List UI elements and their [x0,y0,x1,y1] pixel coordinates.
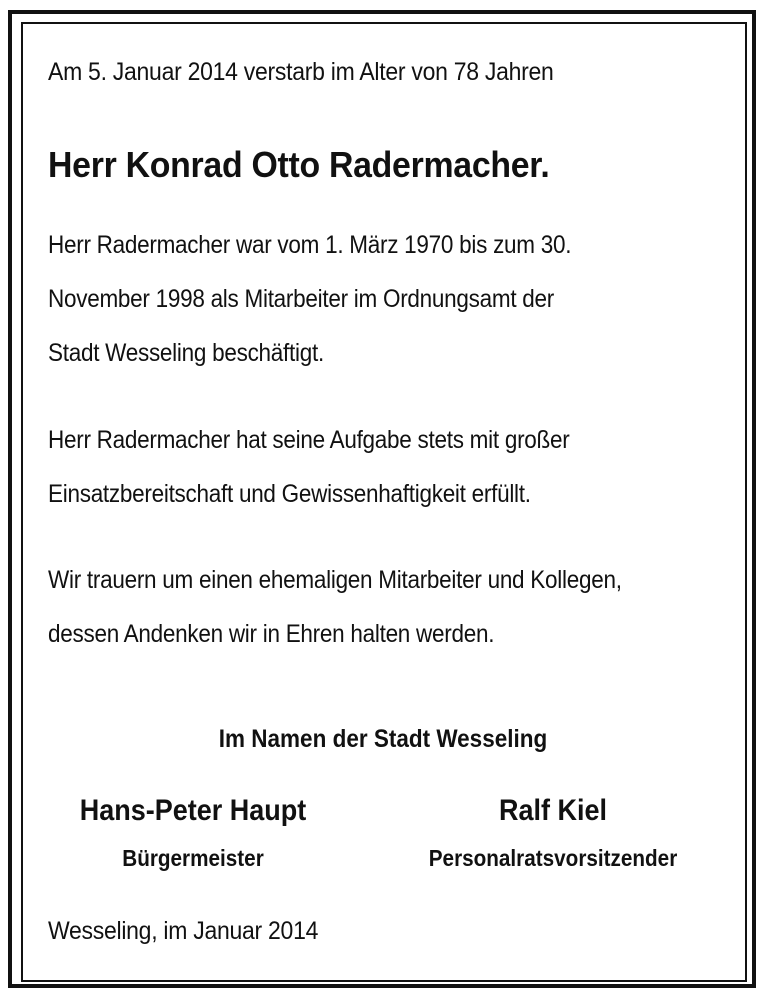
signatory-role-council: Personalratsvorsitzender [428,845,678,871]
intro-line: Am 5. Januar 2014 verstarb im Alter von 78 Jahren [48,58,554,86]
paragraph-line: dessen Andenken wir in Ehren halten werden. [48,620,495,648]
paragraph-line: Stadt Wesseling beschäftigt. [48,339,324,367]
deceased-name: Herr Konrad Otto Radermacher. [48,144,550,185]
paragraph-line: November 1998 als Mitarbeiter im Ordnungsamt der [48,285,555,313]
signatory-role-mayor: Bürgermeister [122,845,264,871]
paragraph-line: Herr Radermacher hat seine Aufgabe stets mit großer [48,426,570,454]
paragraph-line: Einsatzbereitschaft und Gewissenhaftigkeit erfüllt. [48,480,531,508]
on-behalf-line: Im Namen der Stadt Wesseling [218,725,548,753]
place-date: Wesseling, im Januar 2014 [48,917,319,945]
paragraph-line: Wir trauern um einen ehemaligen Mitarbeiter und Kollegen, [48,566,622,594]
paragraph-employment [48,218,571,380]
signatory-name-council: Ralf Kiel [498,794,608,827]
paragraph-line: Herr Radermacher war vom 1. März 1970 bis zum 30. [48,231,572,259]
paragraph-mourning [48,553,622,661]
signatory-name-mayor: Hans-Peter Haupt [79,794,307,827]
paragraph-appreciation [48,413,569,521]
